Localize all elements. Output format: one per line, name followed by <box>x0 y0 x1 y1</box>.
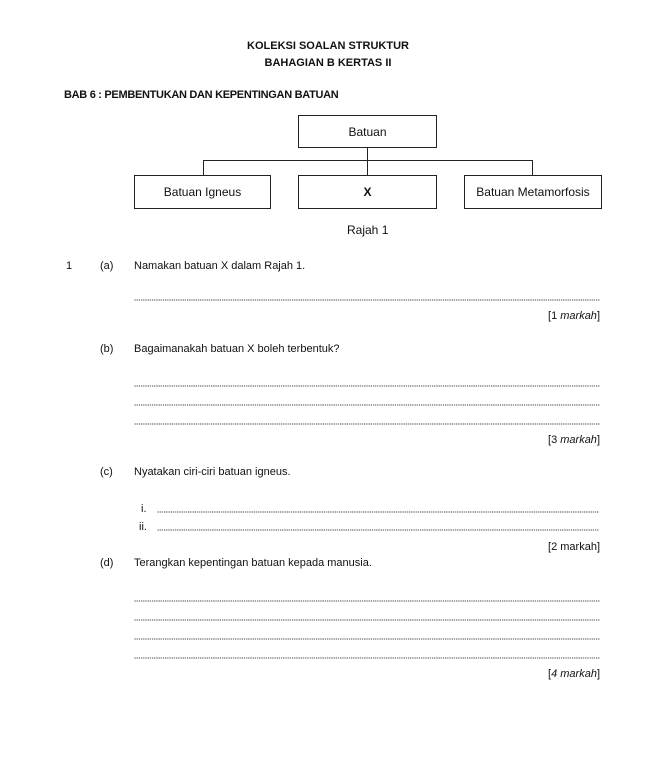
part-c-item-i-label: i. <box>141 503 147 515</box>
diagram-child-x: X <box>298 175 437 209</box>
part-b-label: (b) <box>100 343 114 355</box>
doc-subtitle: BAHAGIAN B KERTAS II <box>264 57 392 69</box>
connector-vertical-root <box>367 148 368 175</box>
diagram-root-box: Batuan <box>298 115 437 148</box>
answer-line-d1[interactable] <box>134 600 600 602</box>
chapter-title: BAB 6 : PEMBENTUKAN DAN KEPENTINGAN BATUAN <box>64 89 339 101</box>
answer-line-b1[interactable] <box>134 385 600 387</box>
diagram-caption: Rajah 1 <box>347 223 389 237</box>
question-number: 1 <box>66 260 73 272</box>
answer-line-c1[interactable] <box>157 511 599 513</box>
part-c-label: (c) <box>100 466 113 478</box>
answer-line-d2[interactable] <box>134 619 600 621</box>
part-a-marks: [1 markah] <box>548 310 600 322</box>
part-c-item-ii-label: ii. <box>139 521 147 533</box>
part-b-marks: [3 markah] <box>548 434 600 446</box>
answer-line-b2[interactable] <box>134 404 600 406</box>
doc-title: KOLEKSI SOALAN STRUKTUR <box>247 40 409 52</box>
connector-left <box>203 160 204 175</box>
connector-horizontal <box>203 160 533 161</box>
part-c-marks: [2 markah] <box>548 541 600 553</box>
answer-line-a1[interactable] <box>134 299 600 301</box>
diagram-child-igneus: Batuan Igneus <box>134 175 271 209</box>
answer-line-d4[interactable] <box>134 657 600 659</box>
part-d-label: (d) <box>100 557 114 569</box>
connector-right <box>532 160 533 175</box>
part-d-question: Terangkan kepentingan batuan kepada manusia. <box>134 557 372 569</box>
answer-line-c2[interactable] <box>157 529 599 531</box>
answer-line-b3[interactable] <box>134 423 600 425</box>
part-b-question: Bagaimanakah batuan X boleh terbentuk? <box>134 343 340 355</box>
part-d-marks: [4 markah] <box>548 668 600 680</box>
part-a-label: (a) <box>100 260 114 272</box>
answer-line-d3[interactable] <box>134 638 600 640</box>
part-c-question: Nyatakan ciri-ciri batuan igneus. <box>134 466 291 478</box>
diagram-child-metamorfosis: Batuan Metamorfosis <box>464 175 602 209</box>
part-a-question: Namakan batuan X dalam Rajah 1. <box>134 260 306 272</box>
